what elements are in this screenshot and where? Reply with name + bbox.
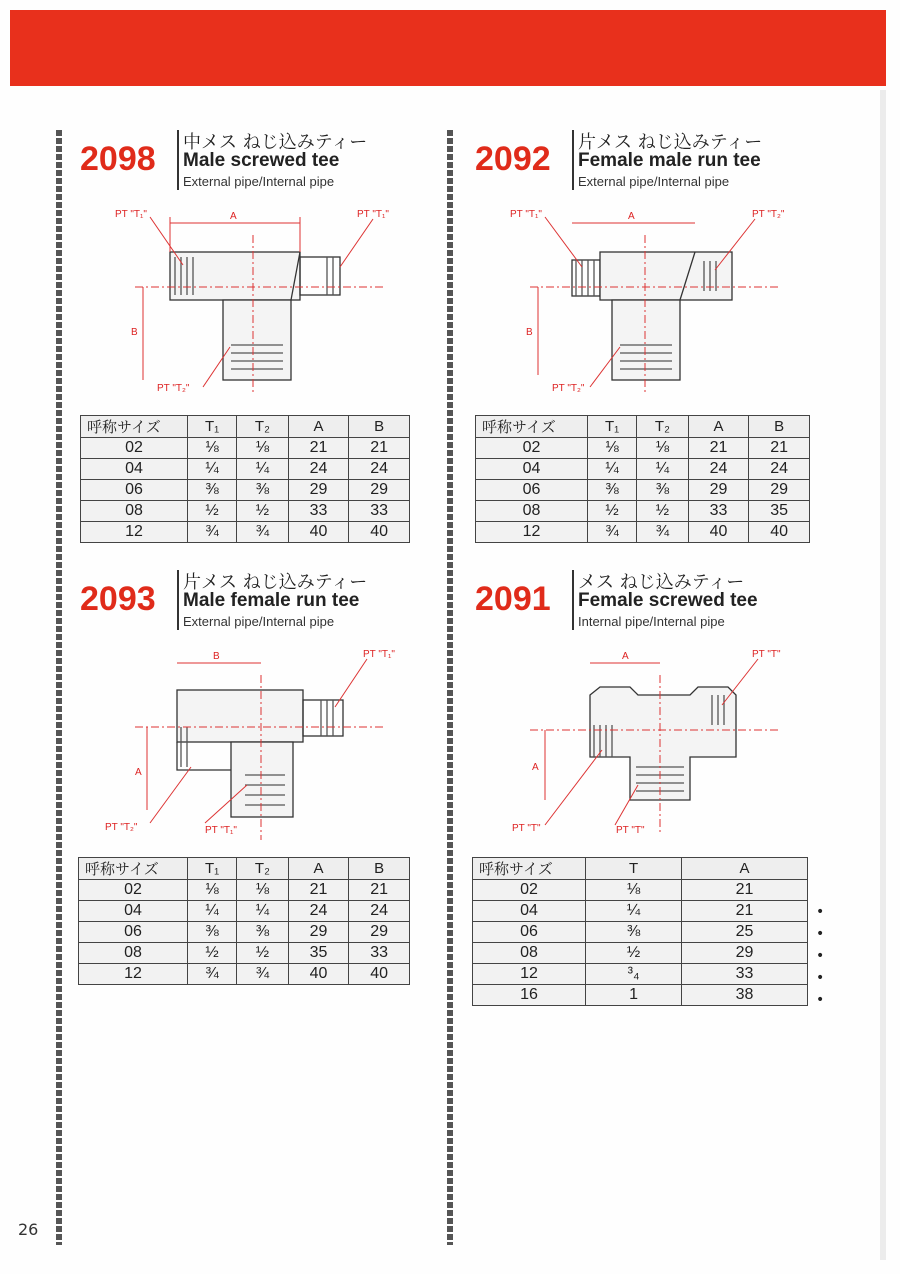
table-row: 12 ¾ ¾ 40 40	[476, 522, 810, 543]
col-b: B	[749, 416, 810, 438]
dim-a-side-label: A	[532, 762, 539, 773]
dim-a-label: A	[628, 211, 635, 222]
product-name-en: Male screwed tee	[183, 150, 340, 171]
col-t: T	[586, 858, 682, 880]
product-code: 2091	[475, 580, 551, 618]
col-a: A	[682, 858, 808, 880]
title-bar	[572, 570, 574, 630]
title-bar	[177, 570, 179, 630]
pt-label-right: PT "T₂"	[752, 209, 785, 220]
spec-table-2091	[472, 857, 808, 1006]
dim-a-label: A	[230, 211, 237, 222]
col-a: A	[288, 858, 349, 880]
product-name-en: Female male run tee	[578, 150, 761, 171]
table-row: 08 ½ ½ 33 33	[81, 501, 410, 522]
pt-label-left: PT "T₁"	[510, 209, 542, 220]
table-row: 08 ½ ½ 35 33	[79, 943, 410, 964]
dim-b-label: B	[213, 651, 220, 662]
table-row: 02 ⅛ 21	[473, 880, 808, 901]
table-row: 12 ¾ ¾ 40 40	[79, 964, 410, 985]
pt-label-bottom-left: PT "T"	[512, 823, 541, 834]
table-row: 02 ⅛ ⅛ 21 21	[79, 880, 410, 901]
table-row: 02 ⅛ ⅛ 21 21	[476, 438, 810, 459]
pt-label-bottom-left: PT "T₂"	[105, 822, 138, 833]
dim-b-label: B	[526, 327, 533, 338]
dim-a-label: A	[135, 767, 142, 778]
table-row: 06 ⅜ ⅜ 29 29	[79, 922, 410, 943]
page-edge	[880, 90, 886, 1260]
product-code: 2098	[80, 140, 156, 178]
col-size: 呼称サイズ	[81, 416, 188, 438]
pipe-type: External pipe/Internal pipe	[183, 614, 335, 629]
title-bar	[177, 130, 179, 190]
margin-dot: •	[816, 948, 825, 964]
left-divider	[56, 130, 62, 1245]
col-t2: T₂	[237, 858, 289, 880]
table-row: 12 ¾ ¾ 40 40	[81, 522, 410, 543]
pt-label-bottom-right: PT "T₁"	[205, 825, 237, 836]
table-row: 04 ¼ ¼ 24 24	[79, 901, 410, 922]
product-name-en: Female screwed tee	[578, 590, 758, 611]
table-row: 06 ⅜ ⅜ 29 29	[476, 480, 810, 501]
col-t2: T₂	[237, 416, 289, 438]
margin-dot: •	[816, 904, 825, 920]
spec-table-2098	[80, 415, 410, 543]
pipe-type: External pipe/Internal pipe	[578, 174, 730, 189]
table-row: 04 ¼ ¼ 24 24	[476, 459, 810, 480]
product-name-jp: 片メス ねじ込みティー	[578, 132, 763, 153]
header-banner	[10, 10, 886, 86]
table-row: 04 ¼ ¼ 24 24	[81, 459, 410, 480]
pt-label-right: PT "T"	[752, 649, 781, 660]
table-row: 08 ½ ½ 33 35	[476, 501, 810, 522]
table-row: 16 1 38	[473, 985, 808, 1006]
pt-label-bottom: PT "T₂"	[552, 383, 585, 394]
pt-label-bottom: PT "T₂"	[157, 383, 190, 394]
table-row: 06 ⅜ 25	[473, 922, 808, 943]
margin-dot: •	[816, 926, 825, 942]
diagram-2093	[95, 645, 415, 845]
product-name-en: Male female run tee	[183, 590, 360, 611]
col-a: A	[688, 416, 749, 438]
page-number: 26	[18, 1220, 39, 1239]
spec-table-2093	[78, 857, 410, 985]
col-t2: T₂	[637, 416, 689, 438]
product-code: 2093	[80, 580, 156, 618]
col-size: 呼称サイズ	[473, 858, 586, 880]
title-bar	[572, 130, 574, 190]
product-name-jp: 片メス ねじ込みティー	[183, 572, 368, 593]
spec-table-2092	[475, 415, 810, 543]
diagram-2091	[490, 645, 810, 845]
col-t1: T₁	[188, 858, 237, 880]
table-row: 08 ½ 29	[473, 943, 808, 964]
table-row: 06 ⅜ ⅜ 29 29	[81, 480, 410, 501]
dim-a-top-label: A	[622, 651, 629, 662]
pt-label-right: PT "T₁"	[357, 209, 389, 220]
pipe-type: Internal pipe/Internal pipe	[578, 614, 725, 629]
table-row: 04 ¼ 21	[473, 901, 808, 922]
pt-label-right: PT "T₁"	[363, 649, 395, 660]
col-a: A	[288, 416, 349, 438]
col-size: 呼称サイズ	[476, 416, 588, 438]
pt-label-bottom-right: PT "T"	[616, 825, 645, 836]
center-divider	[447, 130, 453, 1245]
diagram-2092	[490, 205, 810, 405]
dim-b-label: B	[131, 327, 138, 338]
col-t1: T₁	[188, 416, 237, 438]
col-size: 呼称サイズ	[79, 858, 188, 880]
product-name-jp: 中メス ねじ込みティー	[183, 132, 368, 153]
margin-dot: •	[816, 992, 825, 1008]
pt-label-left: PT "T₁"	[115, 209, 147, 220]
product-name-jp: メス ねじ込みティー	[578, 572, 745, 593]
col-t1: T₁	[588, 416, 637, 438]
pipe-type: External pipe/Internal pipe	[183, 174, 335, 189]
col-b: B	[349, 858, 410, 880]
table-row: 02 ⅛ ⅛ 21 21	[81, 438, 410, 459]
diagram-2098	[95, 205, 415, 405]
table-row: 12 ³₄ 33	[473, 964, 808, 985]
margin-dot: •	[816, 970, 825, 986]
col-b: B	[349, 416, 410, 438]
product-code: 2092	[475, 140, 551, 178]
